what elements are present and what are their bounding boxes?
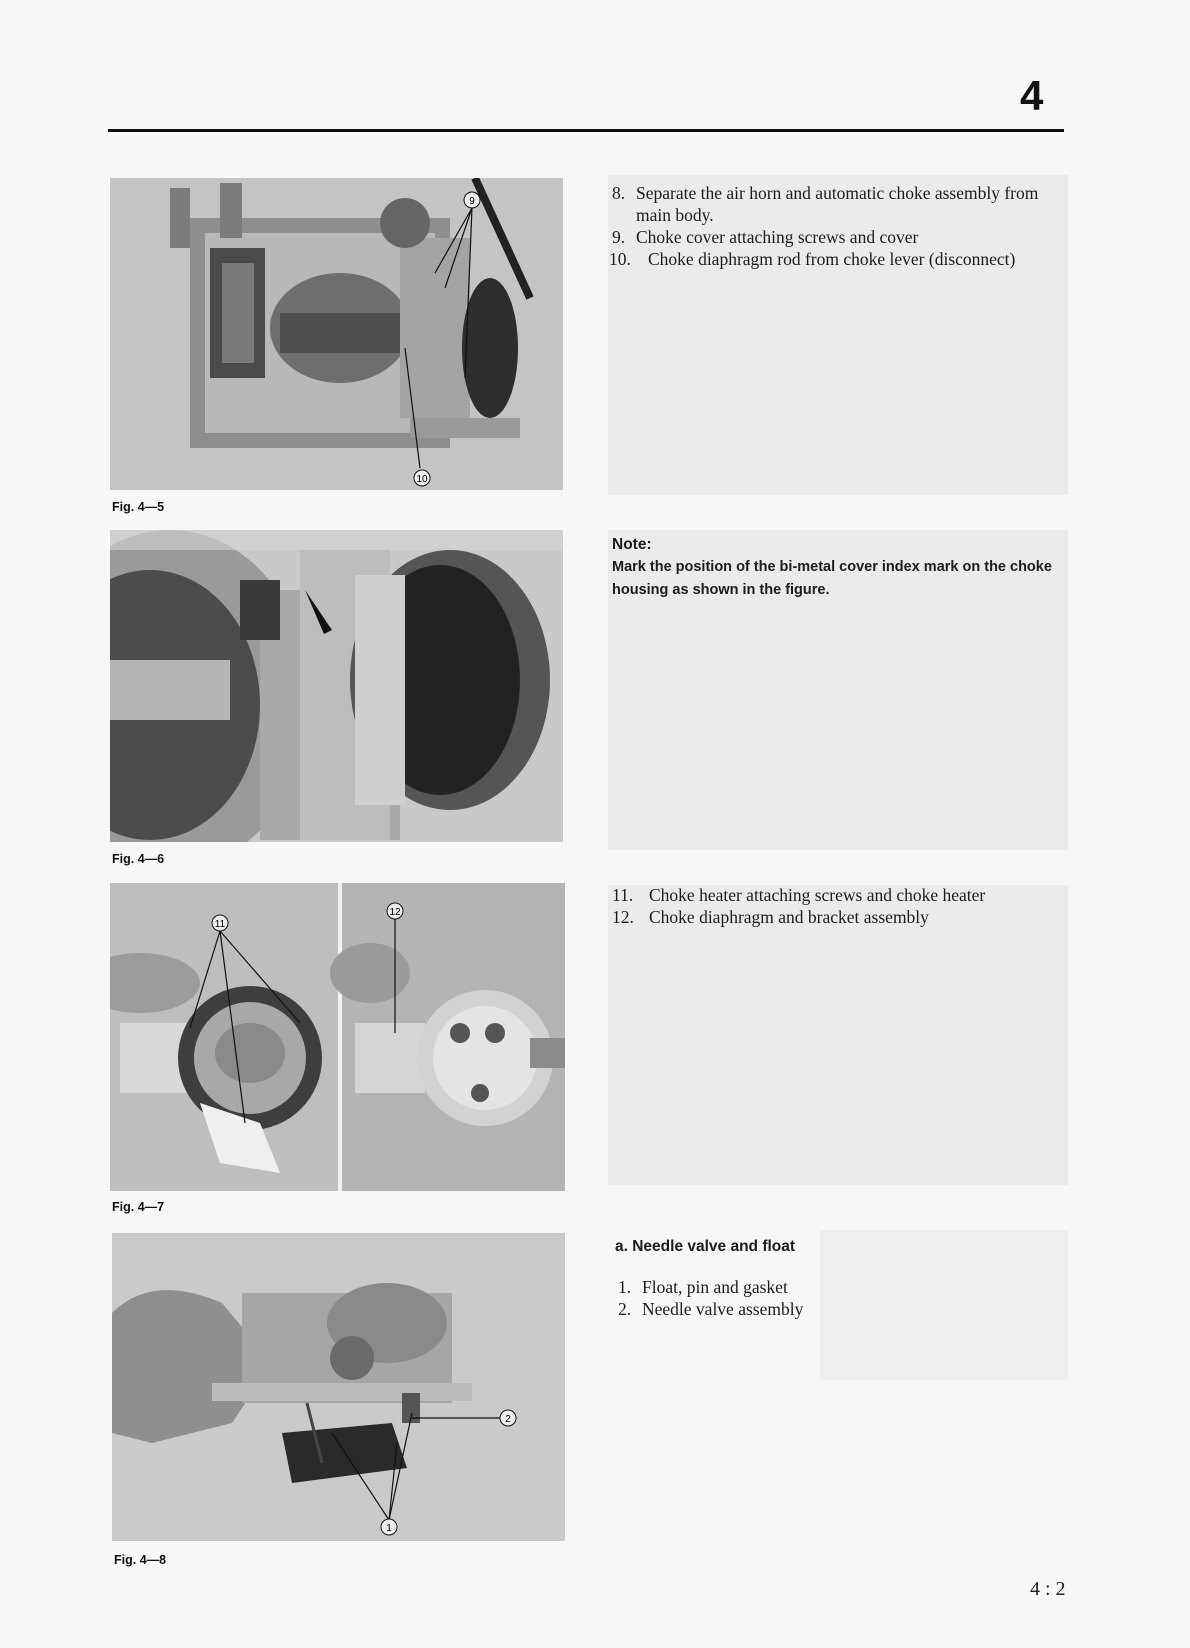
step-11: 11. Choke heater attaching screws and choke heater (612, 885, 986, 905)
figure-4-6-photo (110, 530, 563, 842)
chapter-number: 4 (1020, 72, 1044, 119)
step-8: 8. Separate the air horn and automatic choke assembly from main body. (612, 183, 1039, 225)
header-rule (108, 129, 1064, 132)
page-number: 4 : 2 (1030, 1578, 1066, 1600)
callout-11: 11 (214, 919, 226, 930)
callout-9: 9 (469, 196, 475, 207)
step-1: 1. Float, pin and gasket (618, 1277, 788, 1297)
figure-4-8-photo (112, 1233, 565, 1541)
step-9: 9. Choke cover attaching screws and cover (612, 227, 919, 247)
step-2: 2. Needle valve assembly (618, 1299, 804, 1319)
figure-4-5-photo (110, 178, 563, 490)
figure-4-5-caption: Fig. 4—5 (112, 500, 165, 514)
callout-1: 1 (386, 1523, 392, 1534)
figure-4-7-caption: Fig. 4—7 (112, 1200, 165, 1214)
callout-2: 2 (505, 1414, 511, 1425)
note-title: Note: (612, 536, 652, 553)
callout-10: 10 (416, 474, 428, 485)
section-heading-needle-valve: a. Needle valve and float (615, 1238, 796, 1255)
figure-4-6-caption: Fig. 4—6 (112, 852, 165, 866)
step-list-3 (618, 1276, 1018, 1320)
step-10: 10. Choke diaphragm rod from choke lever (disconnect) (609, 249, 1016, 269)
figure-4-8-caption: Fig. 4—8 (114, 1553, 167, 1567)
step-list-2 (612, 884, 1072, 928)
callout-12: 12 (389, 907, 401, 918)
note-text: Mark the position of the bi-metal cover index mark on the choke housing as shown in the figure. (612, 559, 1052, 598)
bleed-through-panel-3 (608, 885, 1068, 1185)
step-12: 12. Choke diaphragm and bracket assembly (612, 907, 929, 927)
step-list-1 (609, 182, 1072, 270)
figure-4-7-photo (110, 883, 565, 1191)
